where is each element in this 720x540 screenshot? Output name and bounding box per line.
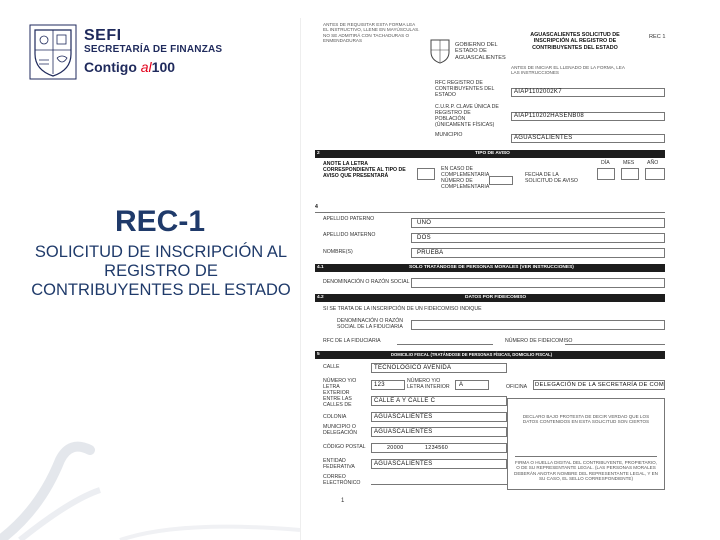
section-42-bar — [315, 294, 665, 302]
mes-label: MES — [623, 160, 635, 166]
firma-note: FIRMA O HUELLA DIGITAL DEL CONTRIBUYENTE, PROPIETARIO, O DE SU REPRESENTANTE LEGAL. (LAS PERSONAS MORALES DEBERÁN ANOTAR NOMBRE DEL REPRESENTANTE LEGAL, Y EN SU CASO, EL SELLO CORRESPONDIENTE) — [514, 460, 658, 482]
section-2-bar: 2 TIPO DE AVISO — [315, 150, 665, 158]
section-5-number: 5 — [317, 352, 320, 357]
section-41-number: 4.1 — [317, 265, 324, 270]
telefono-value: 1234560 — [425, 445, 449, 451]
rfc-fiduciaria-label: RFC DE LA FIDUCIARIA — [323, 338, 381, 344]
denominacion-fiduciaria-field — [411, 320, 665, 330]
entre-calles-value: CALLE A Y CALLE C — [374, 398, 436, 404]
apellido-paterno-label: APELLIDO PATERNO — [323, 216, 375, 222]
fideicomiso-note: SI SE TRATA DE LA INSCRIPCIÓN DE UN FIDEICOMISO INDIQUE — [323, 306, 482, 312]
oficina-value: DELEGACIÓN DE LA SECRETARÍA DE COM — [535, 382, 664, 388]
logo-department: SECRETARÍA DE FINANZAS — [84, 44, 223, 55]
declaro-note: DECLARO BAJO PROTESTA DE DECIR VERDAD QUE LOS DATOS CONTENIDOS EN ESTA SOLICITUD SON CIERTOS — [522, 414, 650, 425]
rfc-label: RFC REGISTRO DE CONTRIBUYENTES DEL ESTADO — [435, 80, 495, 98]
section-5-bar — [315, 351, 665, 359]
municipio2-label: MUNICIPIO O DELEGACIÓN — [323, 424, 358, 436]
form-crest-icon — [429, 38, 451, 64]
municipio2-value: AGUASCALIENTES — [374, 429, 433, 435]
denominacion-label: DENOMINACIÓN O RAZÓN SOCIAL — [323, 279, 410, 285]
rfc-value: AIAP1102002K7 — [514, 89, 562, 95]
form-top-note: ANTES DE REQUISITAR ESTA FORMA LEA EL INSTRUCTIVO, LLENE EN MAYÚSCULAS. NO SE ADMITIRÁ CON TACHADURAS O ENMENDADURAS — [323, 22, 420, 44]
section-2-title: TIPO DE AVISO — [475, 151, 510, 156]
complementaria-label: EN CASO DE COMPLEMENTARIA NÚMERO DE COMPLEMENTARIA — [441, 166, 490, 190]
calle-value: TECNOLOGICO AVENIDA — [374, 365, 452, 371]
section-42-number: 4.2 — [317, 295, 324, 300]
denominacion-field — [411, 278, 665, 288]
oficina-label: OFICINA — [506, 384, 528, 390]
cp-value: 20000 — [387, 445, 404, 451]
numero-fideicomiso-line — [565, 344, 665, 345]
state-crest-icon — [29, 24, 77, 80]
nombres-field — [411, 248, 665, 258]
mes-box — [621, 168, 639, 180]
anio-box — [645, 168, 665, 180]
apellido-paterno-field — [411, 218, 665, 228]
slogan-number: 100 — [151, 59, 176, 75]
apellido-materno-label: APELLIDO MATERNO — [323, 232, 376, 238]
decorative-swirl — [0, 430, 300, 540]
curp-label: C.U.R.P. CLAVE ÚNICA DE REGISTRO DE POBLACIÓN (ÚNICAMENTE FÍSICAS) — [435, 104, 499, 128]
form-code: REC 1 — [649, 34, 666, 40]
apellido-materno-field — [411, 233, 665, 243]
entre-calles-label: ENTRE LAS CALLES DE — [323, 396, 352, 408]
sefi-logo — [84, 28, 222, 76]
section-5-title: DOMICILIO FISCAL (TRATÁNDOSE DE PERSONAS FÍSICAS, DOMICILIO FISCAL) — [391, 352, 553, 357]
municipio-label: MUNICIPIO — [435, 132, 463, 138]
nombres-value: PRUEBA — [417, 250, 444, 256]
fecha-aviso-label: FECHA DE LA SOLICITUD DE AVISO — [525, 172, 578, 184]
calle-label: CALLE — [323, 364, 340, 370]
section-42-title: DATOS POR FIDEICOMISO — [465, 295, 527, 300]
document-subtitle: SOLICITUD DE INSCRIPCIÓN AL REGISTRO DE CONTRIBUYENTES DEL ESTADO — [31, 243, 291, 299]
aviso-label: ANOTE LA LETRA CORRESPONDIENTE AL TIPO DE AVISO QUE PRESENTARÁ — [323, 161, 406, 179]
logo-brand: SEFI — [84, 27, 122, 44]
entidad-label: ENTIDAD FEDERATIVA — [323, 458, 355, 470]
instructions-note: ANTES DE INICIAR EL LLENADO DE LA FORMA, LEA LAS INSTRUCCIONES — [511, 65, 625, 76]
page-number: 1 — [341, 498, 345, 504]
form-gov-header: GOBIERNO DEL ESTADO DE AGUASCALIENTES — [455, 42, 506, 61]
slogan-prefix: Contigo — [84, 59, 137, 75]
complementaria-box — [489, 176, 513, 185]
anio-label: AÑO — [647, 160, 659, 166]
nombres-label: NOMBRE(S) — [323, 249, 353, 255]
correo-line — [371, 484, 507, 485]
num-int-label: NÚMERO Y/O LETRA INTERIOR — [407, 378, 450, 390]
numero-fideicomiso-label: NÚMERO DE FIDEICOMISO — [505, 338, 573, 344]
municipio-value: AGUASCALIENTES — [514, 135, 573, 141]
slogan-al: al — [140, 59, 152, 75]
entidad-value: AGUASCALIENTES — [374, 461, 433, 467]
section-41-title: SOLO TRATÁNDOSE DE PERSONAS MORALES (VER INSTRUCCIONES) — [409, 265, 574, 270]
apellido-materno-value: DOS — [417, 235, 431, 241]
rec1-form-document — [300, 18, 678, 540]
aviso-box — [417, 168, 435, 180]
denominacion-fiduciaria-label: DENOMINACIÓN O RAZÓN SOCIAL DE LA FIDUCIARIA — [337, 318, 403, 330]
colonia-value: AGUASCALIENTES — [374, 414, 433, 420]
num-ext-value: 123 — [374, 382, 385, 388]
document-title: REC-1 — [114, 205, 205, 238]
section-41-bar — [315, 264, 665, 272]
dia-box — [597, 168, 615, 180]
logo-slogan — [84, 58, 222, 76]
rfc-fiduciaria-line — [397, 344, 493, 345]
signature-line — [515, 456, 657, 457]
apellido-paterno-value: UNO — [417, 220, 432, 226]
num-ext-label: NÚMERO Y/O LETRA EXTERIOR — [323, 378, 357, 396]
form-header-title: AGUASCALIENTES SOLICITUD DE INSCRIPCIÓN AL REGISTRO DE CONTRIBUYENTES DEL ESTADO — [530, 32, 620, 51]
dia-label: DÍA — [601, 160, 610, 166]
num-int-value: A — [459, 382, 464, 388]
correo-label: CORREO ELECTRÓNICO — [323, 474, 361, 486]
colonia-label: COLONIA — [323, 414, 347, 420]
curp-value: AIAP110202HASENB08 — [514, 113, 584, 119]
divider — [315, 212, 665, 213]
cp-label: CÓDIGO POSTAL — [323, 444, 366, 450]
section-4-number: 4 — [315, 204, 318, 210]
